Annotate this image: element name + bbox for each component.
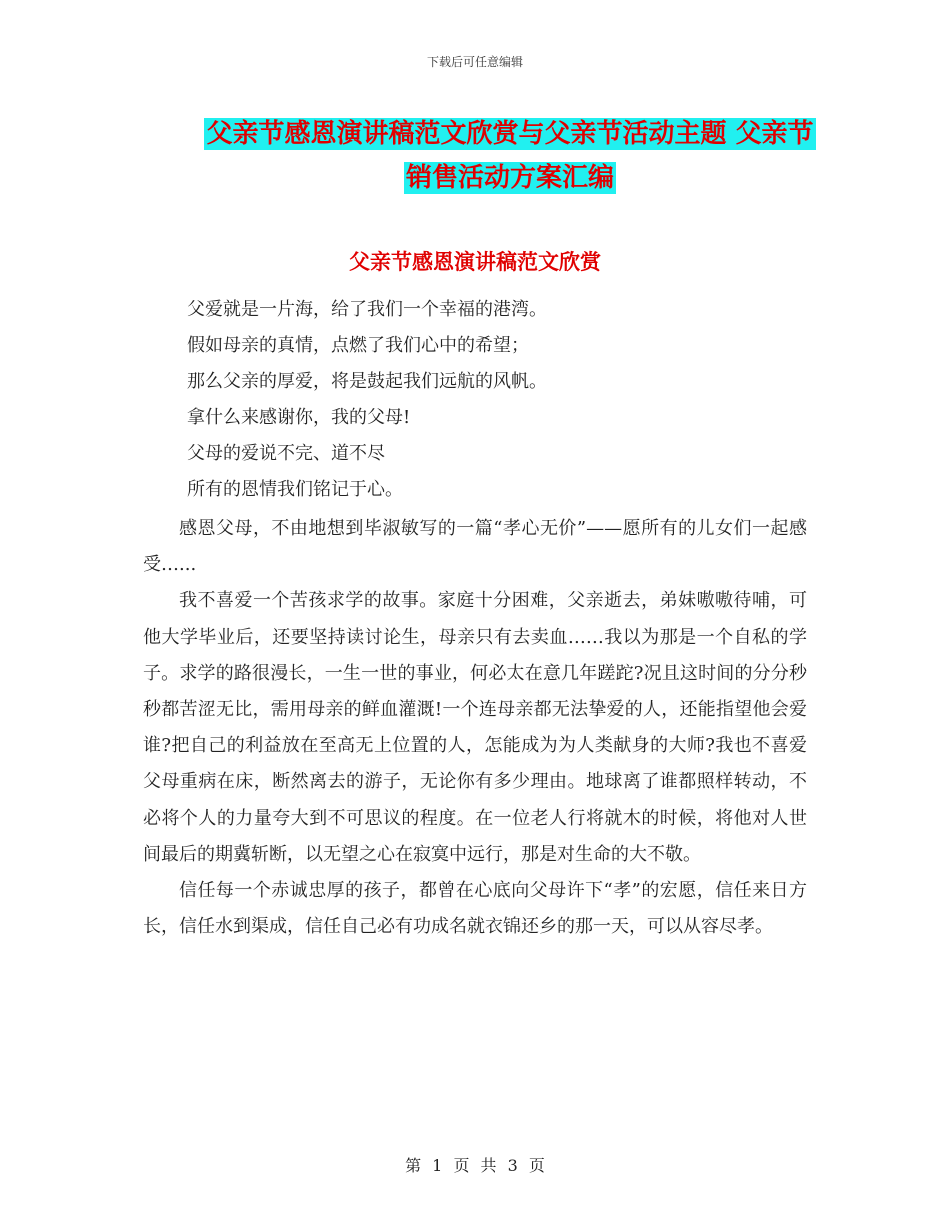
document-title-line-2: 销售活动方案汇编 <box>405 163 614 193</box>
body-text <box>143 511 807 945</box>
poem-line: 父母的爱说不完、道不尽 <box>187 443 385 464</box>
paragraph: 感恩父母，不由地想到毕淑敏写的一篇“孝心无价”——愿所有的儿女们一起感受…... <box>143 518 807 576</box>
section-title: 父亲节感恩演讲稿范文欣赏 <box>349 250 601 274</box>
paragraph: 信任每一个赤诚忠厚的孩子，都曾在心底向父母许下“孝”的宏愿，信任来日方长，信任水到渠成，信任自己必有功成名就衣锦还乡的那一天，可以从容尽孝。 <box>143 880 807 938</box>
page-number: 第 1 页 共 3 页 <box>405 1156 545 1175</box>
poem-line: 那么父亲的厚爱，将是鼓起我们远航的风帆。 <box>187 371 547 392</box>
poem-line: 所有的恩情我们铭记于心。 <box>187 479 403 500</box>
poem-lines <box>187 292 547 508</box>
document-title <box>140 112 880 200</box>
poem-line: 拿什么来感谢你，我的父母! <box>187 407 411 428</box>
poem-line: 假如母亲的真情，点燃了我们心中的希望； <box>187 335 529 356</box>
document-title-line-1: 父亲节感恩演讲稿范文欣赏与父亲节活动主题 父亲节 <box>206 119 814 149</box>
page-header: 下载后可任意编辑 <box>426 55 523 69</box>
poem-line: 父爱就是一片海，给了我们一个幸福的港湾。 <box>187 299 547 320</box>
paragraph: 我不喜爱一个苦孩求学的故事。家庭十分困难，父亲逝去，弟妹嗷嗷待哺，可他大学毕业后，还要坚持读讨论生，母亲只有去卖血……我以为那是一个自私的学子。求学的路很漫长，一生一世的事业，何必太在意几年蹉跎?况且这时间的分分秒秒都苦涩无比，需用母亲的鲜血灌溉!一个连母亲都无法挚爱的人，还能指望他会爱谁?把自己的利益放在至高无上位置的人，怎能成为为人类献身的大师?我也不喜爱父母重病在床，断然离去的游子，无论你有多少理由。地球离了谁都照样转动，不必将个人的力量夸大到不可思议的程度。在一位老人行将就木的时候，将他对人世间最后的期冀斩断，以无望之心在寂寞中远行，那是对生命的大不敬。 <box>143 590 807 865</box>
